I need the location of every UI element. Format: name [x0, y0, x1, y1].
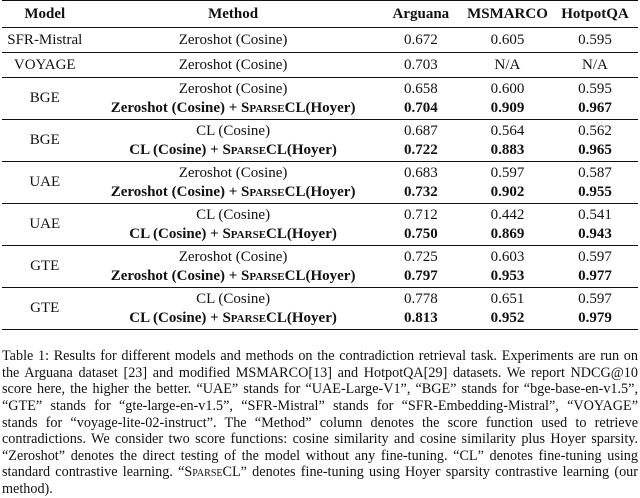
- hotpotqa-cell: [552, 288, 638, 330]
- msmarco-cell: [463, 120, 552, 162]
- msmarco-cell-value: 0.869: [490, 225, 525, 242]
- arguana-cell-value: 0.722: [403, 141, 438, 158]
- msmarco-cell-value: 0.953: [490, 267, 525, 284]
- table-caption: Table 1: Results for different models and methods on the contradiction retrieval task. Experiments are run on the Arguana dataset [23] and modified MSMARCO[13] and HotpotQA[29] datasets. We report NDCG@10 score here, the higher the better. “UAE” stands for “UAE-Large-V1”, “BGE” stands for “bge-base-en-v1.5”, “GTE” stands for “gte-large-en-v1.5”, “SFR-Mistral” stands for “SFR-Embedding-Mistral”, “VOYAGE” stands for “voyage-lite-02-instruct”. The “Method” column denotes the score function used to retrieve contradictions. We consider two score functions: cosine similarity and cosine similarity plus Hoyer sparsity. “Zeroshot” denotes the direct testing of the model without any fine-tuning. “CL” denotes fine-tuning using standard contrastive learning. “SparseCL” denotes fine-tuning using Hoyer sparsity contrastive learning (our method).: [2, 348, 639, 497]
- hotpotqa-cell-value: 0.965: [578, 141, 612, 158]
- arguana-cell-value: 0.704: [403, 99, 438, 116]
- hotpotqa-cell: [552, 162, 638, 204]
- msmarco-cell-value: 0.603: [490, 249, 525, 266]
- method-cell: [88, 204, 379, 246]
- msmarco-cell: [463, 288, 552, 330]
- method-cell: [88, 246, 379, 288]
- method-cell: [88, 288, 379, 330]
- method-cell-value: CL (Cosine): [196, 123, 271, 140]
- msmarco-cell-value: 0.902: [490, 183, 525, 200]
- method-cell-value: Zeroshot (Cosine) + SparseCL(Hoyer): [110, 267, 356, 284]
- arguana-cell-value: 0.750: [403, 225, 438, 242]
- msmarco-cell: [463, 204, 552, 246]
- table-row: [2, 53, 638, 78]
- arguana-cell-value: 0.687: [403, 123, 438, 140]
- hotpotqa-cell-value: 0.597: [578, 291, 612, 308]
- model-cell: GTE: [2, 246, 88, 288]
- method-cell: [88, 28, 379, 53]
- arguana-cell-value: 0.778: [403, 291, 438, 308]
- hotpotqa-cell-value: 0.977: [578, 267, 612, 284]
- hotpotqa-cell-value: 0.597: [578, 249, 612, 266]
- msmarco-cell: [463, 162, 552, 204]
- msmarco-cell-value: 0.952: [490, 309, 525, 326]
- arguana-cell: [379, 53, 463, 78]
- method-cell: [88, 53, 379, 78]
- header-hotpotqa: HotpotQA: [552, 1, 638, 28]
- msmarco-cell-value: 0.597: [490, 165, 525, 182]
- msmarco-cell-value: 0.651: [490, 291, 525, 308]
- method-cell-value: Zeroshot (Cosine): [178, 165, 288, 182]
- arguana-cell: [379, 246, 463, 288]
- method-cell-value: CL (Cosine): [196, 291, 271, 308]
- table-row: [2, 204, 638, 246]
- hotpotqa-cell-value: 0.955: [578, 183, 612, 200]
- table-row: [2, 288, 638, 330]
- model-cell: VOYAGE: [2, 53, 88, 78]
- hotpotqa-cell-value: 0.979: [578, 309, 612, 326]
- arguana-cell: [379, 78, 463, 120]
- arguana-cell-value: 0.725: [403, 249, 438, 266]
- table-row: [2, 28, 638, 53]
- method-cell-value: CL (Cosine): [196, 207, 271, 224]
- arguana-cell: [379, 28, 463, 53]
- msmarco-cell-value: 0.909: [490, 99, 525, 116]
- arguana-cell: [379, 120, 463, 162]
- table-row: [2, 78, 638, 120]
- results-table: [2, 0, 638, 330]
- hotpotqa-cell: [552, 53, 638, 78]
- header-model: Model: [2, 1, 88, 28]
- arguana-cell-value: 0.658: [403, 81, 438, 98]
- msmarco-cell: [463, 78, 552, 120]
- arguana-cell: [379, 162, 463, 204]
- hotpotqa-cell-value: 0.943: [578, 225, 612, 242]
- method-cell: [88, 78, 379, 120]
- hotpotqa-cell: [552, 120, 638, 162]
- header-method: Method: [88, 1, 379, 28]
- hotpotqa-cell-value: 0.595: [578, 31, 612, 48]
- method-cell-value: Zeroshot (Cosine) + SparseCL(Hoyer): [110, 183, 356, 200]
- hotpotqa-cell: [552, 28, 638, 53]
- hotpotqa-cell: [552, 246, 638, 288]
- msmarco-cell-value: N/A: [494, 56, 521, 73]
- msmarco-cell-value: 0.883: [490, 141, 525, 158]
- hotpotqa-cell: [552, 204, 638, 246]
- msmarco-cell: [463, 246, 552, 288]
- table-header-row: [2, 1, 638, 28]
- msmarco-cell-value: 0.600: [490, 81, 525, 98]
- table-row: [2, 120, 638, 162]
- table-row: [2, 246, 638, 288]
- method-cell: [88, 120, 379, 162]
- arguana-cell-value: 0.797: [403, 267, 438, 284]
- method-cell-value: Zeroshot (Cosine): [178, 249, 288, 266]
- model-cell: GTE: [2, 288, 88, 330]
- hotpotqa-cell: [552, 78, 638, 120]
- hotpotqa-cell-value: N/A: [582, 56, 608, 73]
- arguana-cell-value: 0.712: [403, 207, 438, 224]
- hotpotqa-cell-value: 0.595: [578, 81, 612, 98]
- table-body: [2, 28, 638, 330]
- arguana-cell: [379, 288, 463, 330]
- header-msmarco: MSMARCO: [463, 1, 552, 28]
- method-cell-value: CL (Cosine) + SparseCL(Hoyer): [129, 141, 337, 158]
- hotpotqa-cell-value: 0.967: [578, 99, 612, 116]
- arguana-cell-value: 0.672: [403, 31, 438, 48]
- header-arguana: Arguana: [379, 1, 463, 28]
- hotpotqa-cell-value: 0.587: [578, 165, 612, 182]
- method-cell-value: CL (Cosine) + SparseCL(Hoyer): [129, 309, 337, 326]
- msmarco-cell: [463, 53, 552, 78]
- arguana-cell: [379, 204, 463, 246]
- hotpotqa-cell-value: 0.541: [578, 207, 612, 224]
- model-cell: BGE: [2, 78, 88, 120]
- msmarco-cell-value: 0.605: [490, 31, 525, 48]
- method-cell: [88, 162, 379, 204]
- arguana-cell-value: 0.732: [403, 183, 438, 200]
- method-cell-value: CL (Cosine) + SparseCL(Hoyer): [129, 225, 337, 242]
- method-cell-value: Zeroshot (Cosine): [178, 81, 288, 98]
- model-cell: BGE: [2, 120, 88, 162]
- msmarco-cell-value: 0.564: [490, 123, 525, 140]
- model-cell: UAE: [2, 162, 88, 204]
- arguana-cell-value: 0.813: [403, 309, 438, 326]
- method-cell-value: Zeroshot (Cosine): [178, 31, 288, 48]
- method-cell-value: Zeroshot (Cosine): [178, 56, 288, 73]
- msmarco-cell: [463, 28, 552, 53]
- method-cell-value: Zeroshot (Cosine) + SparseCL(Hoyer): [110, 99, 356, 116]
- table-row: [2, 162, 638, 204]
- arguana-cell-value: 0.683: [403, 165, 438, 182]
- msmarco-cell-value: 0.442: [490, 207, 525, 224]
- model-cell: UAE: [2, 204, 88, 246]
- arguana-cell-value: 0.703: [403, 56, 438, 73]
- hotpotqa-cell-value: 0.562: [578, 123, 612, 140]
- model-cell: SFR-Mistral: [2, 28, 88, 53]
